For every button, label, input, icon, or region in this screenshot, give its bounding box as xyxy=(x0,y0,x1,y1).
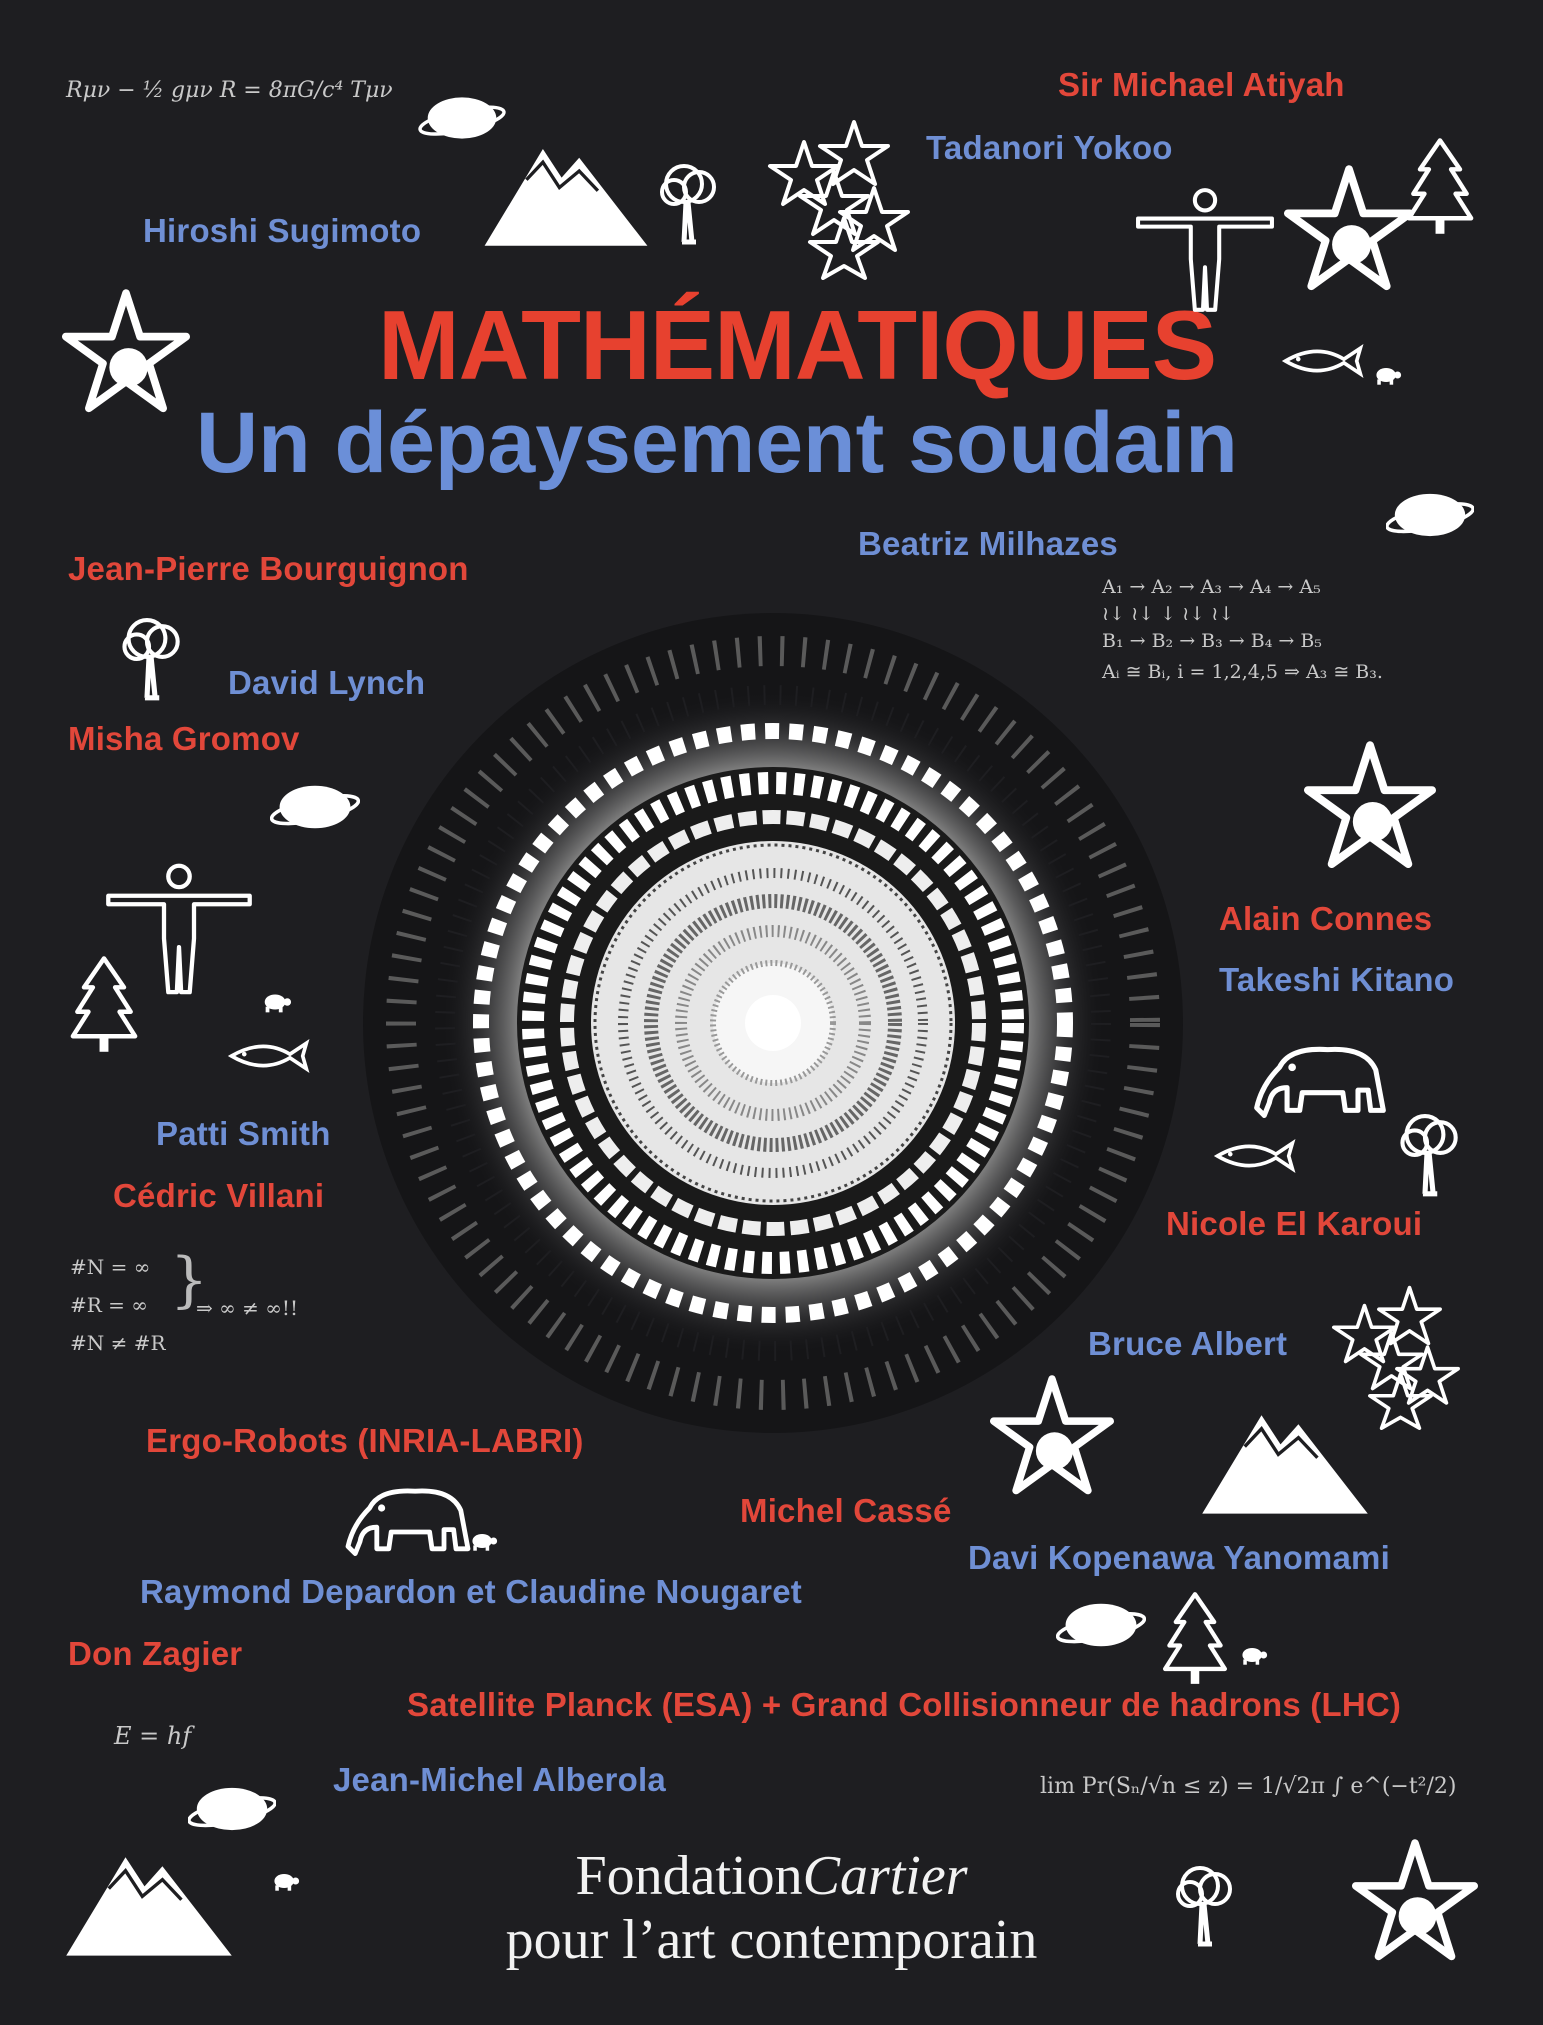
planet-icon xyxy=(270,776,360,838)
pine-tree-icon xyxy=(1160,1590,1230,1686)
turtle-icon xyxy=(1372,364,1402,386)
name-michel-casse: Michel Cassé xyxy=(740,1492,952,1529)
cardinality-line: #R = ∞ xyxy=(70,1293,148,1317)
name-ergo-robots: Ergo-Robots (INRIA-LABRI) xyxy=(146,1422,584,1459)
planet-icon xyxy=(1056,1594,1146,1656)
name-patti-smith: Patti Smith xyxy=(156,1115,331,1152)
cardinality-brace: } xyxy=(170,1245,209,1315)
turtle-icon xyxy=(468,1530,498,1552)
cardinality-result: ⇒ ∞ ≠ ∞!! xyxy=(196,1296,298,1320)
name-cedric-villani: Cédric Villani xyxy=(113,1177,325,1214)
cardinality-line: #N = ∞ xyxy=(70,1255,151,1279)
star-icon xyxy=(990,1374,1114,1498)
name-alain-connes: Alain Connes xyxy=(1219,900,1433,937)
planet-icon xyxy=(188,1778,276,1840)
turtle-icon xyxy=(1238,1644,1268,1666)
five-lemma-line: B₁ → B₂ → B₃ → B₄ → B₅ xyxy=(1102,630,1322,652)
name-jean-michel-alberola: Jean-Michel Alberola xyxy=(333,1761,666,1798)
elephant-icon xyxy=(340,1484,476,1556)
tree-icon xyxy=(650,162,720,248)
einstein-equation: Rμν − ½ gμν R = 8πG/c⁴ Tμν xyxy=(66,78,393,103)
star-icon xyxy=(1304,740,1436,872)
pine-tree-icon xyxy=(1404,136,1476,236)
name-tadanori-yokoo: Tadanori Yokoo xyxy=(926,129,1173,166)
fish-icon xyxy=(1280,340,1364,382)
planet-icon xyxy=(1386,484,1474,546)
mountain-icon xyxy=(482,138,650,248)
name-don-zagier: Don Zagier xyxy=(68,1635,243,1672)
title-line-1: MATHÉMATIQUES xyxy=(378,290,1217,400)
publisher-subtitle: pour l’art contemporain xyxy=(505,1909,1038,1971)
elephant-icon xyxy=(1250,1042,1390,1118)
mountain-icon xyxy=(1200,1404,1370,1516)
tree-icon xyxy=(112,616,184,704)
fish-icon xyxy=(1212,1136,1296,1176)
name-david-lynch: David Lynch xyxy=(228,664,426,701)
human-figure-icon xyxy=(1134,176,1276,326)
name-takeshi-kitano: Takeshi Kitano xyxy=(1219,961,1455,998)
publisher-name xyxy=(0,1845,1543,1907)
mandala-image xyxy=(362,612,1184,1434)
name-beatriz-milhazes: Beatriz Milhazes xyxy=(858,525,1118,562)
five-lemma-line: A₁ → A₂ → A₃ → A₄ → A₅ xyxy=(1102,576,1321,598)
name-bruce-albert: Bruce Albert xyxy=(1088,1325,1288,1362)
cardinality-line: #N ≠ #R xyxy=(70,1331,166,1355)
name-jean-pierre-bourguignon: Jean-Pierre Bourguignon xyxy=(68,550,469,587)
publisher-name-italic: Cartier xyxy=(802,1845,968,1907)
planck-equation: E = hf xyxy=(114,1722,192,1750)
name-misha-gromov: Misha Gromov xyxy=(68,720,300,757)
five-lemma-line: ≀↓ ≀↓ ↓ ≀↓ ≀↓ xyxy=(1102,603,1235,625)
central-limit-formula: lim Pr(Sₙ/√n ≤ z) = 1/√2π ∫ e^(−t²/2) xyxy=(1040,1774,1457,1799)
name-michael-atiyah: Sir Michael Atiyah xyxy=(1058,66,1345,103)
stars-cluster-icon xyxy=(764,118,914,280)
name-hiroshi-sugimoto: Hiroshi Sugimoto xyxy=(143,212,422,249)
fish-icon xyxy=(226,1036,310,1076)
name-satellite-planck-lhc: Satellite Planck (ESA) + Grand Collisionneur de hadrons (LHC) xyxy=(407,1686,1402,1723)
star-icon xyxy=(1284,164,1414,294)
five-lemma-line: Aᵢ ≅ Bᵢ, i = 1,2,4,5 ⇒ A₃ ≅ B₃. xyxy=(1102,661,1383,683)
turtle-icon xyxy=(260,990,292,1014)
name-davi-kopenawa-yanomami: Davi Kopenawa Yanomami xyxy=(968,1539,1390,1576)
star-icon xyxy=(62,288,190,416)
name-nicole-el-karoui: Nicole El Karoui xyxy=(1166,1205,1423,1242)
tree-icon xyxy=(1390,1112,1462,1200)
name-depardon-nougaret: Raymond Depardon et Claudine Nougaret xyxy=(140,1573,802,1610)
title-line-2: Un dépaysement soudain xyxy=(196,395,1238,491)
pine-tree-icon xyxy=(68,954,140,1054)
cardinality-formula xyxy=(70,1248,166,1362)
publisher-name-regular: Fondation xyxy=(575,1845,803,1907)
